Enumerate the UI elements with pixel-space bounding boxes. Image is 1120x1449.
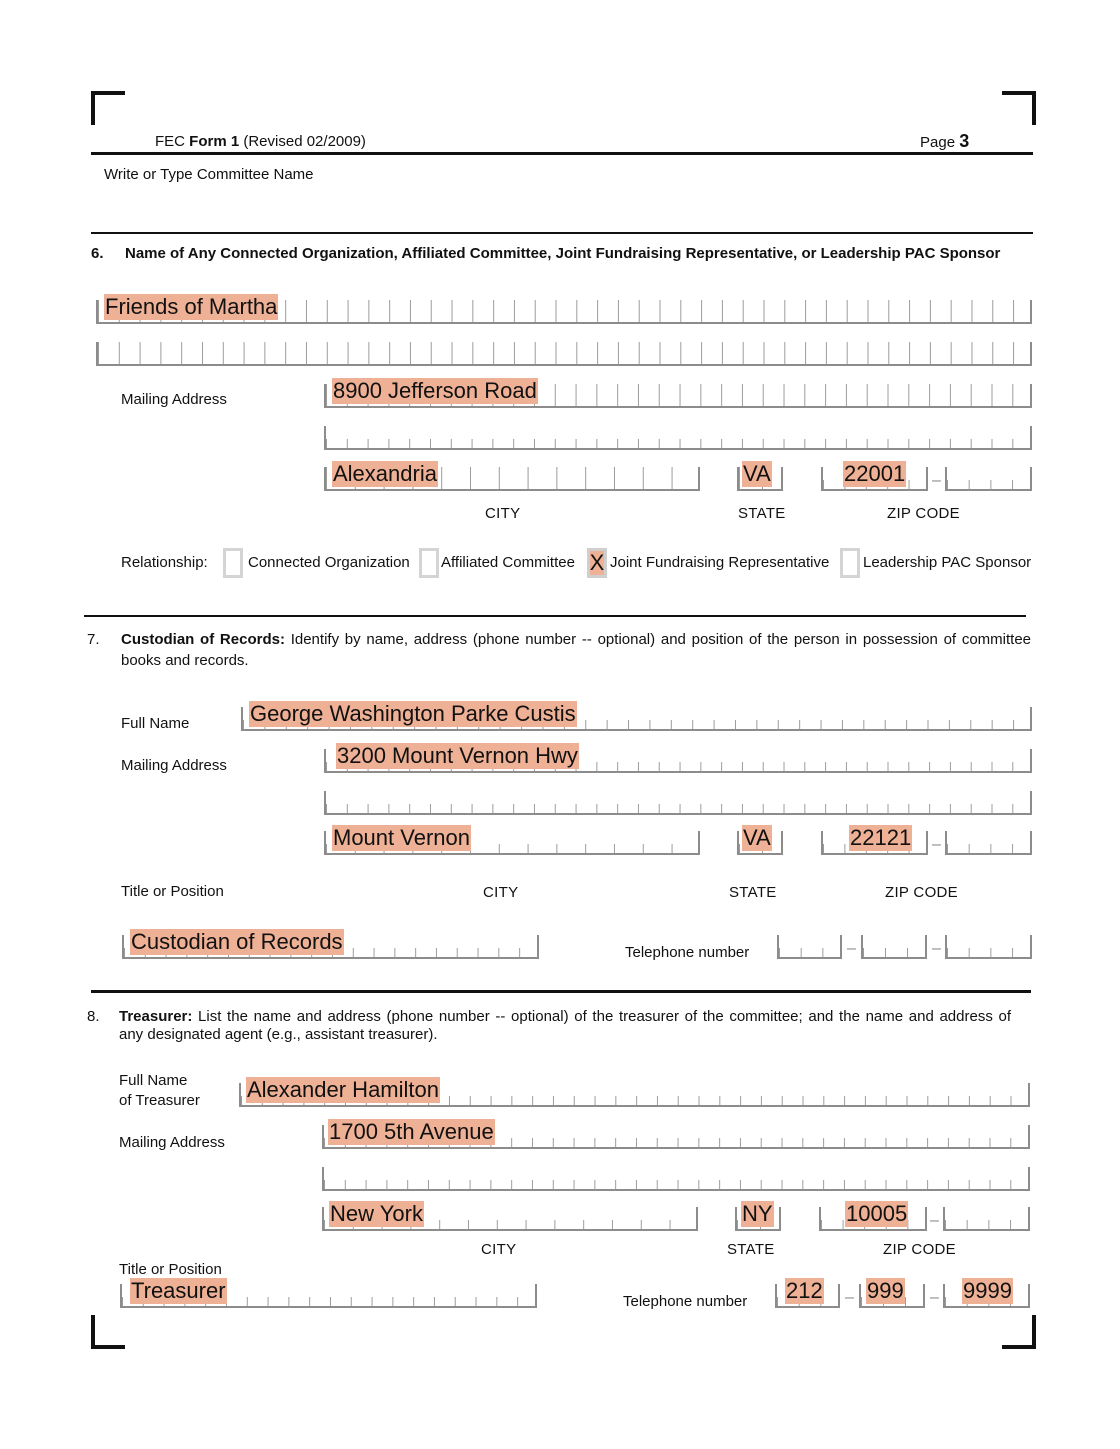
page-indicator — [920, 132, 969, 150]
registration-mark-top-left — [91, 91, 125, 125]
section-8-description-line-1: List the name and address (phone number -- optional) of the treasurer of the committee; and the name and address of — [198, 1008, 1011, 1025]
checkbox-joint-fundraising-representative[interactable] — [587, 548, 607, 578]
section-7-state-value: VA — [743, 825, 771, 850]
committee-name-rule — [91, 232, 1033, 234]
section-6-city-label: CITY — [485, 505, 521, 522]
section-6-city-value: Alexandria — [333, 461, 437, 486]
section-8-zip-field[interactable] — [819, 1201, 927, 1231]
section-8-full-name-value: Alexander Hamilton — [247, 1077, 439, 1102]
section-8-telephone-label: Telephone number — [623, 1293, 748, 1310]
section-8-full-name-field[interactable] — [239, 1077, 1030, 1107]
section-6-zip-value: 22001 — [844, 461, 906, 486]
section-7-zip-field[interactable] — [821, 825, 928, 855]
relationship-option-joint-fundraising-representative: Joint Fundraising Representative — [610, 554, 830, 571]
section-8-state-label: STATE — [727, 1241, 775, 1258]
section-8-phone-line-field[interactable] — [943, 1278, 1030, 1308]
section-7-phone-line-field[interactable] — [945, 935, 1032, 959]
section-7-title-label: Title or Position — [121, 883, 224, 900]
section-6-address-line-2[interactable] — [324, 426, 1032, 450]
section-8-description — [119, 1009, 1011, 1024]
section-7-title-value: Custodian of Records — [131, 929, 343, 954]
checkbox-affiliated-committee[interactable] — [419, 548, 439, 578]
form-revision: (Revised 02/2009) — [243, 133, 366, 150]
check-x-icon: X — [589, 550, 605, 575]
section-6-zip-ext-field[interactable] — [945, 467, 1032, 491]
section-7-zip-value: 22121 — [850, 825, 912, 850]
section-8-address-line-2[interactable] — [322, 1167, 1030, 1191]
section-7-full-name-label: Full Name — [121, 715, 190, 732]
section-8-zip-label: ZIP CODE — [883, 1241, 956, 1258]
section-7-city-label: CITY — [483, 884, 519, 901]
section-8-description-line-2: any designated agent (e.g., assistant treasurer). — [119, 1026, 438, 1043]
section-7-title: Custodian of Records: — [121, 631, 285, 648]
committee-name-field[interactable] — [91, 185, 1033, 231]
section-7-address-line-2[interactable] — [324, 791, 1032, 815]
section-8-city-field[interactable] — [322, 1201, 698, 1231]
committee-name-label: Write or Type Committee Name — [104, 166, 314, 183]
section-7-address-line-1[interactable] — [324, 743, 1032, 773]
registration-mark-bottom-left — [91, 1315, 125, 1349]
section-8-phone-area-value: 212 — [786, 1278, 823, 1303]
section-8-city-value: New York — [330, 1201, 423, 1226]
registration-mark-top-right — [1002, 91, 1036, 125]
checkbox-connected-organization[interactable] — [223, 548, 243, 578]
zip-dash: – — [930, 1212, 939, 1229]
phone-dash-1: – — [845, 1289, 854, 1306]
section-8-state-field[interactable] — [735, 1201, 781, 1231]
section-6-name-value: Friends of Martha — [105, 294, 278, 319]
section-7-zip-label: ZIP CODE — [885, 884, 958, 901]
section-8-phone-line-value: 9999 — [963, 1278, 1012, 1303]
section-8-state-value: NY — [742, 1201, 773, 1226]
section-8-zip-value: 10005 — [846, 1201, 908, 1226]
section-8-title-field[interactable] — [120, 1278, 537, 1308]
header-rule — [91, 152, 1033, 155]
section-8-title-label: Title or Position — [119, 1261, 222, 1278]
section-6-title: Name of Any Connected Organization, Affiliated Committee, Joint Fundraising Representative, or Leadership PAC Sponsor — [125, 245, 1001, 262]
section-7-state-field[interactable] — [737, 825, 783, 855]
section-8-phone-prefix-field[interactable] — [859, 1278, 925, 1308]
section-7-full-name-field[interactable] — [241, 701, 1032, 731]
section-7-title-field[interactable] — [122, 929, 539, 959]
section-6-city-field[interactable] — [324, 461, 700, 491]
section-8-title: Treasurer: — [119, 1008, 193, 1025]
section-8-address-value: 1700 5th Avenue — [329, 1119, 494, 1144]
checkbox-leadership-pac-sponsor[interactable] — [840, 548, 860, 578]
zip-dash: – — [932, 836, 941, 853]
section-8-mailing-address-label: Mailing Address — [119, 1134, 225, 1151]
section-6-zip-field[interactable] — [821, 461, 928, 491]
section-8-title-value: Treasurer — [131, 1278, 226, 1303]
form-title — [155, 134, 366, 149]
section-8-full-name-label-line-2: of Treasurer — [119, 1092, 200, 1109]
section-7-city-field[interactable] — [324, 825, 700, 855]
section-7-city-value: Mount Vernon — [333, 825, 470, 850]
section-6-state-value: VA — [743, 461, 771, 486]
section-6-address-value: 8900 Jefferson Road — [333, 378, 537, 403]
section-6-state-label: STATE — [738, 505, 786, 522]
phone-dash-2: – — [932, 940, 941, 957]
section-7-phone-prefix-field[interactable] — [861, 935, 927, 959]
form-name: Form 1 — [189, 133, 240, 150]
section-6-number: 6. — [91, 245, 104, 262]
section-6-address-line-1[interactable] — [324, 378, 1032, 408]
section-7-number: 7. — [87, 631, 100, 648]
section-8-phone-prefix-value: 999 — [867, 1278, 904, 1303]
section-7-description-line-1: Identify by name, address (phone number -- optional) and position of the person in possession of committee — [290, 631, 1032, 648]
section-6-name-line-2[interactable] — [96, 342, 1032, 366]
phone-dash-2: – — [930, 1289, 939, 1306]
section-7-state-label: STATE — [729, 884, 777, 901]
section-8-number: 8. — [87, 1008, 100, 1025]
section-7-rule — [91, 990, 1031, 993]
section-7-description-line-2: books and records. — [121, 652, 249, 669]
section-8-city-label: CITY — [481, 1241, 517, 1258]
section-8-zip-ext-field[interactable] — [943, 1207, 1030, 1231]
section-6-mailing-address-label: Mailing Address — [121, 391, 227, 408]
form-prefix: FEC — [155, 133, 185, 150]
section-6-rule — [84, 615, 1026, 617]
section-6-name-line-1[interactable] — [96, 294, 1032, 324]
section-6-state-field[interactable] — [737, 461, 783, 491]
phone-dash-1: – — [847, 940, 856, 957]
section-8-full-name-label-line-1: Full Name — [119, 1072, 188, 1089]
page-number: 3 — [959, 131, 970, 151]
section-8-phone-area-field[interactable] — [775, 1278, 840, 1308]
section-7-telephone-label: Telephone number — [625, 944, 750, 961]
section-7-mailing-address-label: Mailing Address — [121, 757, 227, 774]
page-label: Page — [920, 134, 956, 151]
relationship-option-connected-organization: Connected Organization — [248, 554, 410, 571]
section-7-address-value: 3200 Mount Vernon Hwy — [337, 743, 578, 768]
section-7-full-name-value: George Washington Parke Custis — [250, 701, 576, 726]
relationship-option-affiliated-committee: Affiliated Committee — [441, 554, 575, 571]
registration-mark-bottom-right — [1002, 1315, 1036, 1349]
relationship-option-leadership-pac-sponsor: Leadership PAC Sponsor — [863, 554, 1032, 571]
section-7-description — [121, 632, 1031, 647]
section-7-phone-area-field[interactable] — [777, 935, 842, 959]
section-8-address-line-1[interactable] — [322, 1119, 1030, 1149]
section-6-zip-label: ZIP CODE — [887, 505, 960, 522]
zip-dash: – — [932, 472, 941, 489]
relationship-label: Relationship: — [121, 554, 208, 571]
section-7-zip-ext-field[interactable] — [945, 831, 1032, 855]
